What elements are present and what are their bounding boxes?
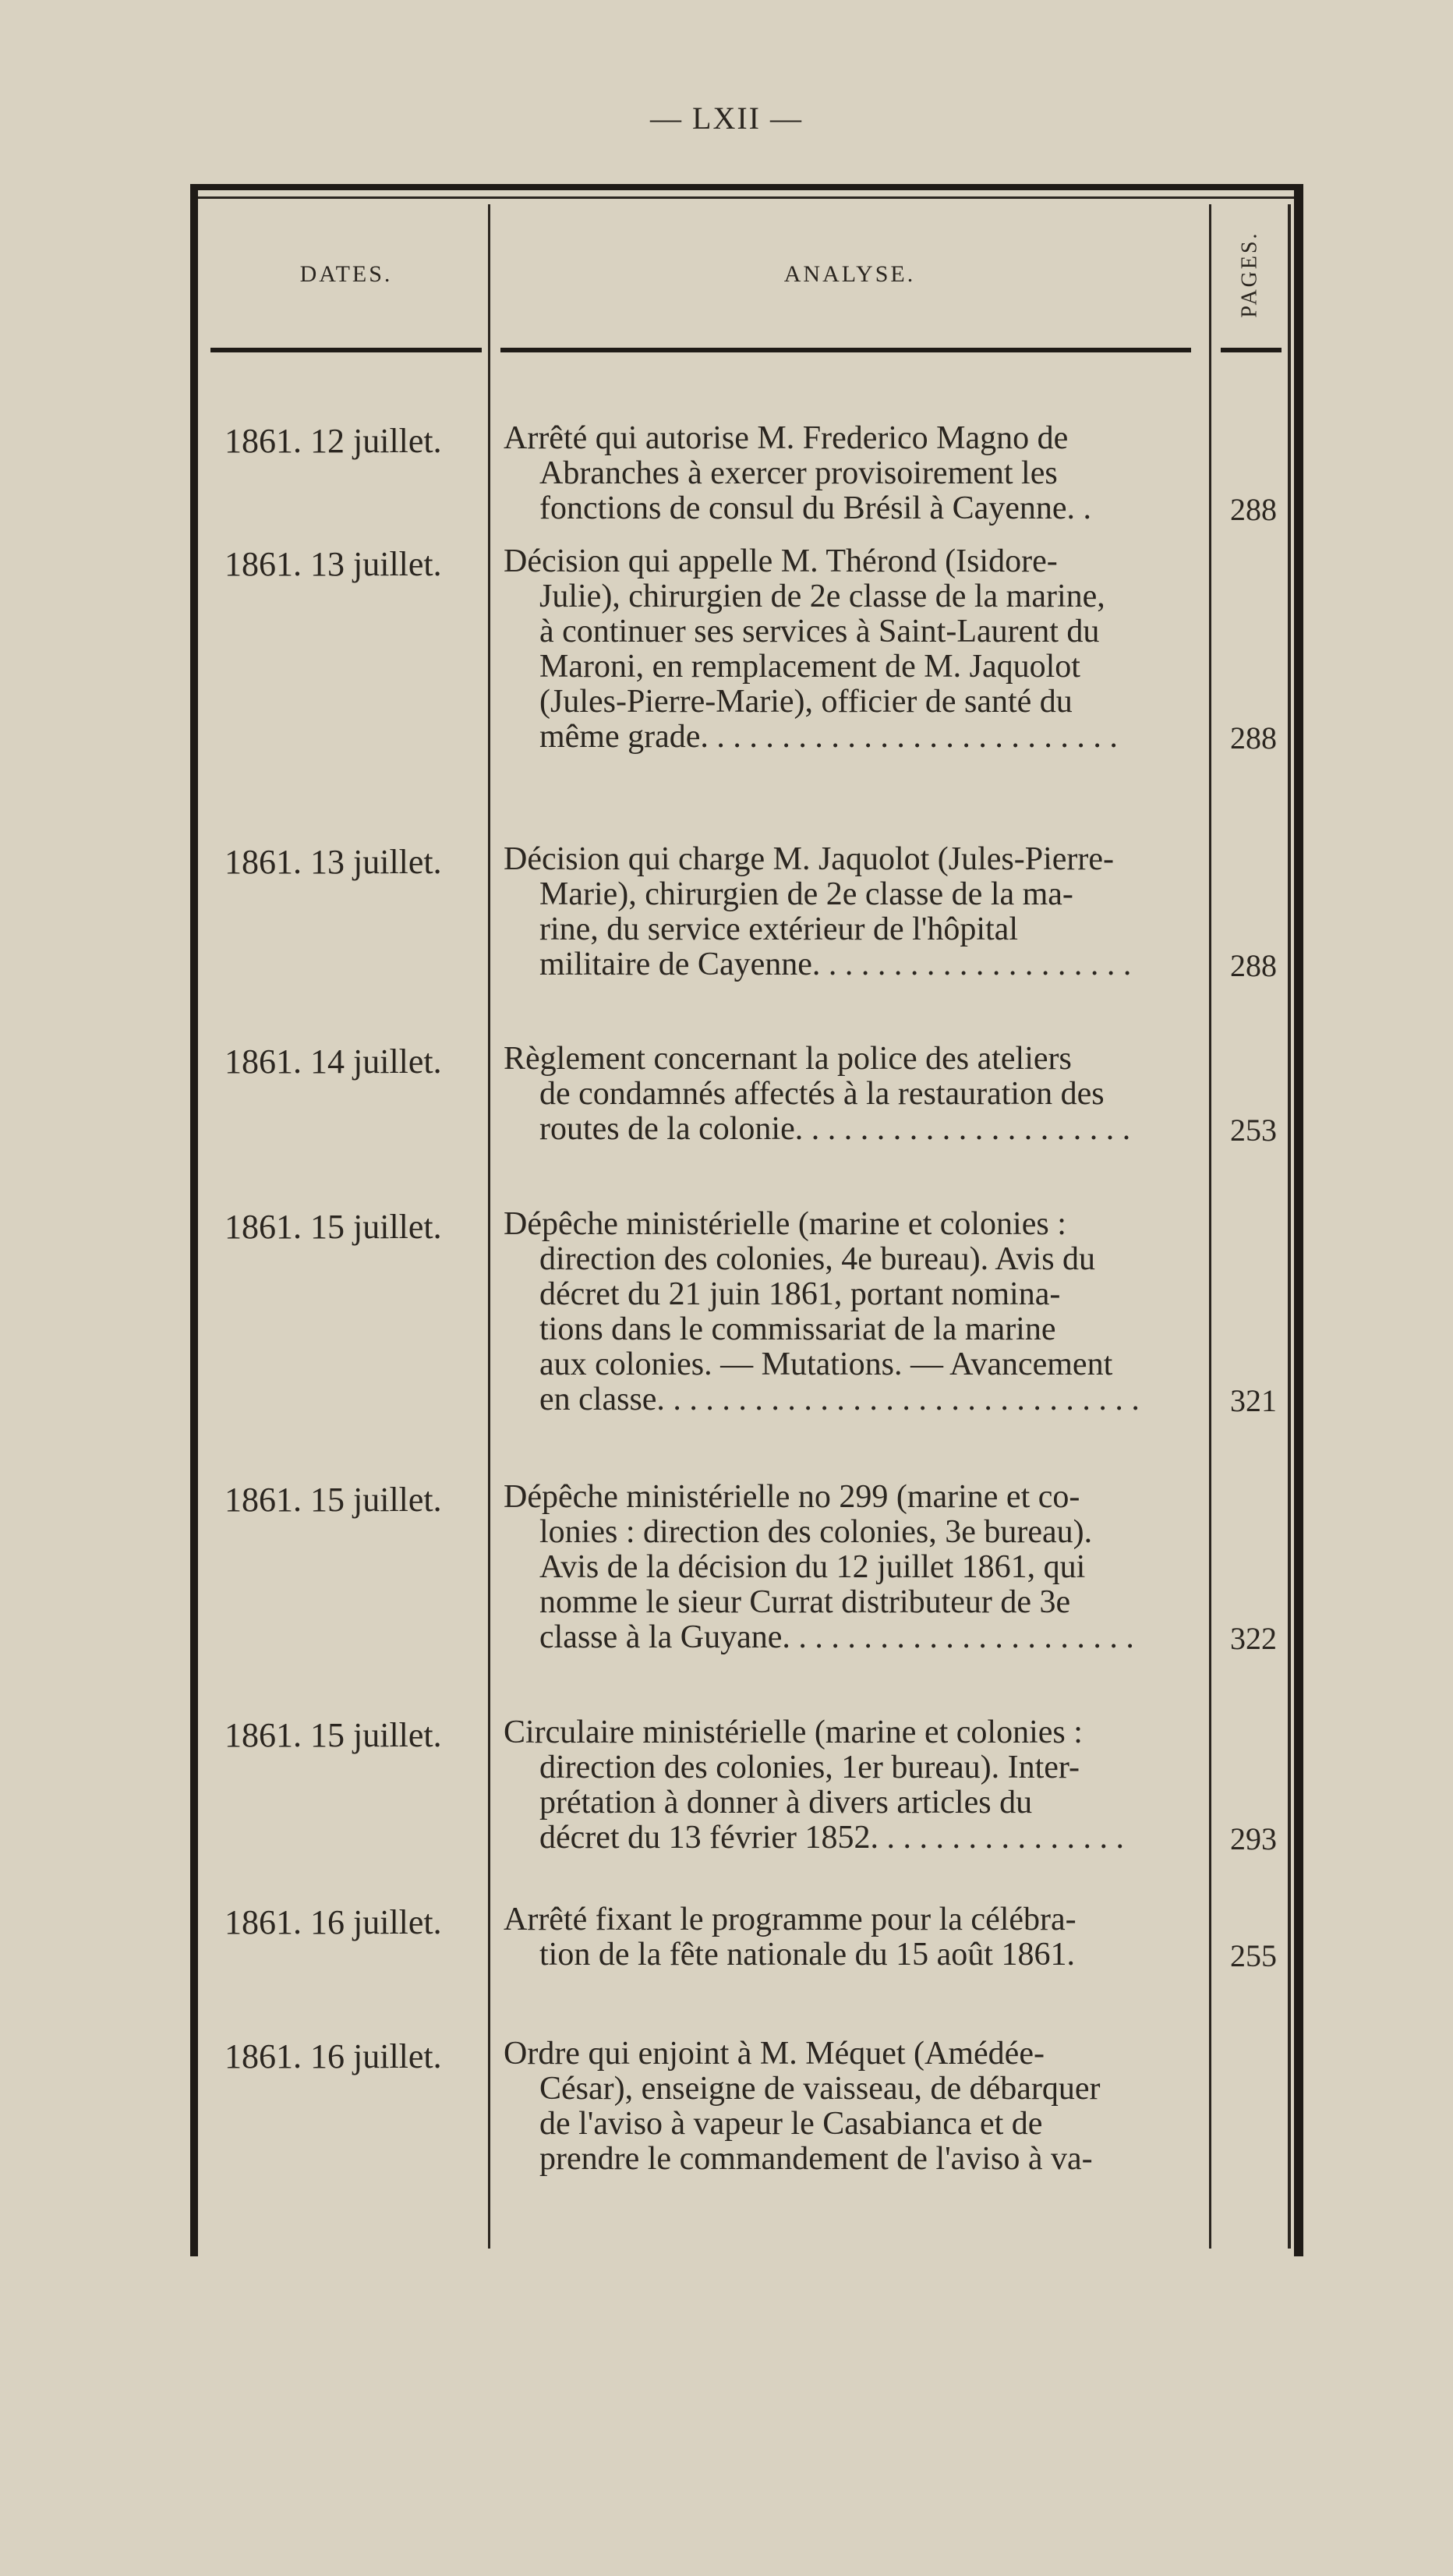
entry-analyse-line: Décision qui appelle M. Thérond (Isidore- <box>504 543 1058 579</box>
entry-analyse <box>504 2036 1205 2177</box>
entry-page: 288 <box>1230 948 1277 983</box>
entry-analyse-line: Julie), chirurgien de 2e classe de la marine, <box>539 579 1105 614</box>
entry-analyse-line: Circulaire ministérielle (marine et colonies : <box>504 1714 1083 1750</box>
column-header-pages <box>1213 204 1288 345</box>
entry-analyse-line: tion de la fête nationale du 15 août 1861. <box>539 1937 1075 1973</box>
entry-page: 322 <box>1230 1621 1277 1656</box>
entry-analyse-line: prendre le commandement de l'aviso à va- <box>539 2141 1093 2177</box>
entry-analyse-line: classe à la Guyane. . . . . . . . . . . . . . . . . . . . . . <box>539 1619 1134 1655</box>
entry-page: 321 <box>1230 1383 1277 1418</box>
header-rule-analyse <box>500 348 1191 352</box>
table-inner-top-rule <box>198 196 1294 199</box>
entry-analyse-line: routes de la colonie. . . . . . . . . . . . . . . . . . . . . <box>539 1111 1131 1147</box>
entry-page: 288 <box>1230 720 1277 755</box>
entry-analyse-line: à continuer ses services à Saint-Laurent du <box>539 614 1100 649</box>
entry-date: 1861. 15 juillet. <box>224 1716 442 1754</box>
entry-analyse-line: nomme le sieur Currat distributeur de 3e <box>539 1584 1071 1620</box>
entry-analyse-line: prétation à donner à divers articles du <box>539 1785 1033 1821</box>
column-header-pages-label: PAGES. <box>1238 231 1262 318</box>
entry-analyse-line: Maroni, en remplacement de M. Jaquolot <box>539 649 1080 685</box>
entry-analyse-line: direction des colonies, 4e bureau). Avis du <box>539 1241 1096 1277</box>
entry-analyse-line: César), enseigne de vaisseau, de débarquer <box>539 2071 1101 2107</box>
entry-analyse-line: Décision qui charge M. Jaquolot (Jules-Pierre- <box>504 841 1115 877</box>
entry-analyse-line: en classe. . . . . . . . . . . . . . . . . . . . . . . . . . . . . . <box>539 1382 1140 1417</box>
column-divider-pages <box>1288 204 1291 2249</box>
entry-analyse-line: (Jules-Pierre-Marie), officier de santé du <box>539 684 1073 720</box>
entry-analyse-line: Arrêté qui autorise M. Frederico Magno de <box>504 420 1069 456</box>
entry-analyse-line: Arrêté fixant le programme pour la célébra- <box>504 1902 1076 1937</box>
column-divider-dates <box>488 204 490 2249</box>
entry-analyse-line: Dépêche ministérielle (marine et colonies : <box>504 1206 1066 1242</box>
entry-analyse-line: de l'aviso à vapeur le Casabianca et de <box>539 2106 1043 2142</box>
entry-analyse-line: Abranches à exercer provisoirement les <box>539 455 1058 491</box>
entry-analyse-line: décret du 13 février 1852. . . . . . . . . . . . . . . . <box>539 1820 1124 1856</box>
header-rule-dates <box>210 348 482 352</box>
entry-page: 253 <box>1230 1113 1277 1148</box>
entry-date: 1861. 13 juillet. <box>224 843 442 881</box>
entry-analyse-line: Avis de la décision du 12 juillet 1861, qui <box>539 1549 1086 1585</box>
entry-analyse-line: fonctions de consul du Brésil à Cayenne. . <box>539 490 1092 526</box>
entry-analyse-line: militaire de Cayenne. . . . . . . . . . . . . . . . . . . . <box>539 947 1132 982</box>
entry-page: 293 <box>1230 1821 1277 1856</box>
entry-page: 255 <box>1230 1938 1277 1973</box>
entry-analyse <box>504 1042 1205 1147</box>
entry-date: 1861. 15 juillet. <box>224 1208 442 1246</box>
entry-date: 1861. 13 juillet. <box>224 545 442 583</box>
header-rule-pages <box>1221 348 1282 352</box>
entry-analyse-line: aux colonies. — Mutations. — Avancement <box>539 1346 1113 1382</box>
entry-analyse-line: Dépêche ministérielle no 299 (marine et co- <box>504 1479 1080 1515</box>
entry-analyse-line: décret du 21 juin 1861, portant nomina- <box>539 1276 1061 1312</box>
entry-analyse <box>504 1715 1205 1856</box>
column-header-analyse: ANALYSE. <box>783 261 916 287</box>
entry-analyse <box>504 1480 1205 1655</box>
column-divider-analyse <box>1209 204 1211 2249</box>
entry-analyse <box>504 421 1205 526</box>
entry-analyse <box>504 1902 1205 1973</box>
entry-analyse-line: Ordre qui enjoint à M. Méquet (Amédée- <box>504 2036 1045 2072</box>
entry-analyse-line: de condamnés affectés à la restauration des <box>539 1076 1105 1112</box>
entry-date: 1861. 14 juillet. <box>224 1042 442 1081</box>
entry-page: 288 <box>1230 492 1277 527</box>
entry-analyse <box>504 842 1205 982</box>
page-header: — LXII — <box>650 101 803 136</box>
entry-analyse-line: rine, du service extérieur de l'hôpital <box>539 911 1018 947</box>
entry-date: 1861. 16 juillet. <box>224 2037 442 2075</box>
entry-analyse-line: Règlement concernant la police des ateliers <box>504 1041 1072 1077</box>
entry-date: 1861. 12 juillet. <box>224 422 442 460</box>
entry-date: 1861. 16 juillet. <box>224 1903 442 1941</box>
entry-analyse-line: Marie), chirurgien de 2e classe de la ma- <box>539 876 1073 912</box>
entry-date: 1861. 15 juillet. <box>224 1481 442 1519</box>
entry-analyse <box>504 544 1205 755</box>
column-header-dates: DATES. <box>299 261 393 287</box>
entry-analyse-line: tions dans le commissariat de la marine <box>539 1311 1056 1347</box>
entry-analyse <box>504 1207 1205 1417</box>
entry-analyse-line: même grade. . . . . . . . . . . . . . . . . . . . . . . . . . <box>539 719 1118 755</box>
entry-analyse-line: direction des colonies, 1er bureau). Inter- <box>539 1750 1080 1785</box>
entry-analyse-line: lonies : direction des colonies, 3e bureau). <box>539 1514 1093 1550</box>
